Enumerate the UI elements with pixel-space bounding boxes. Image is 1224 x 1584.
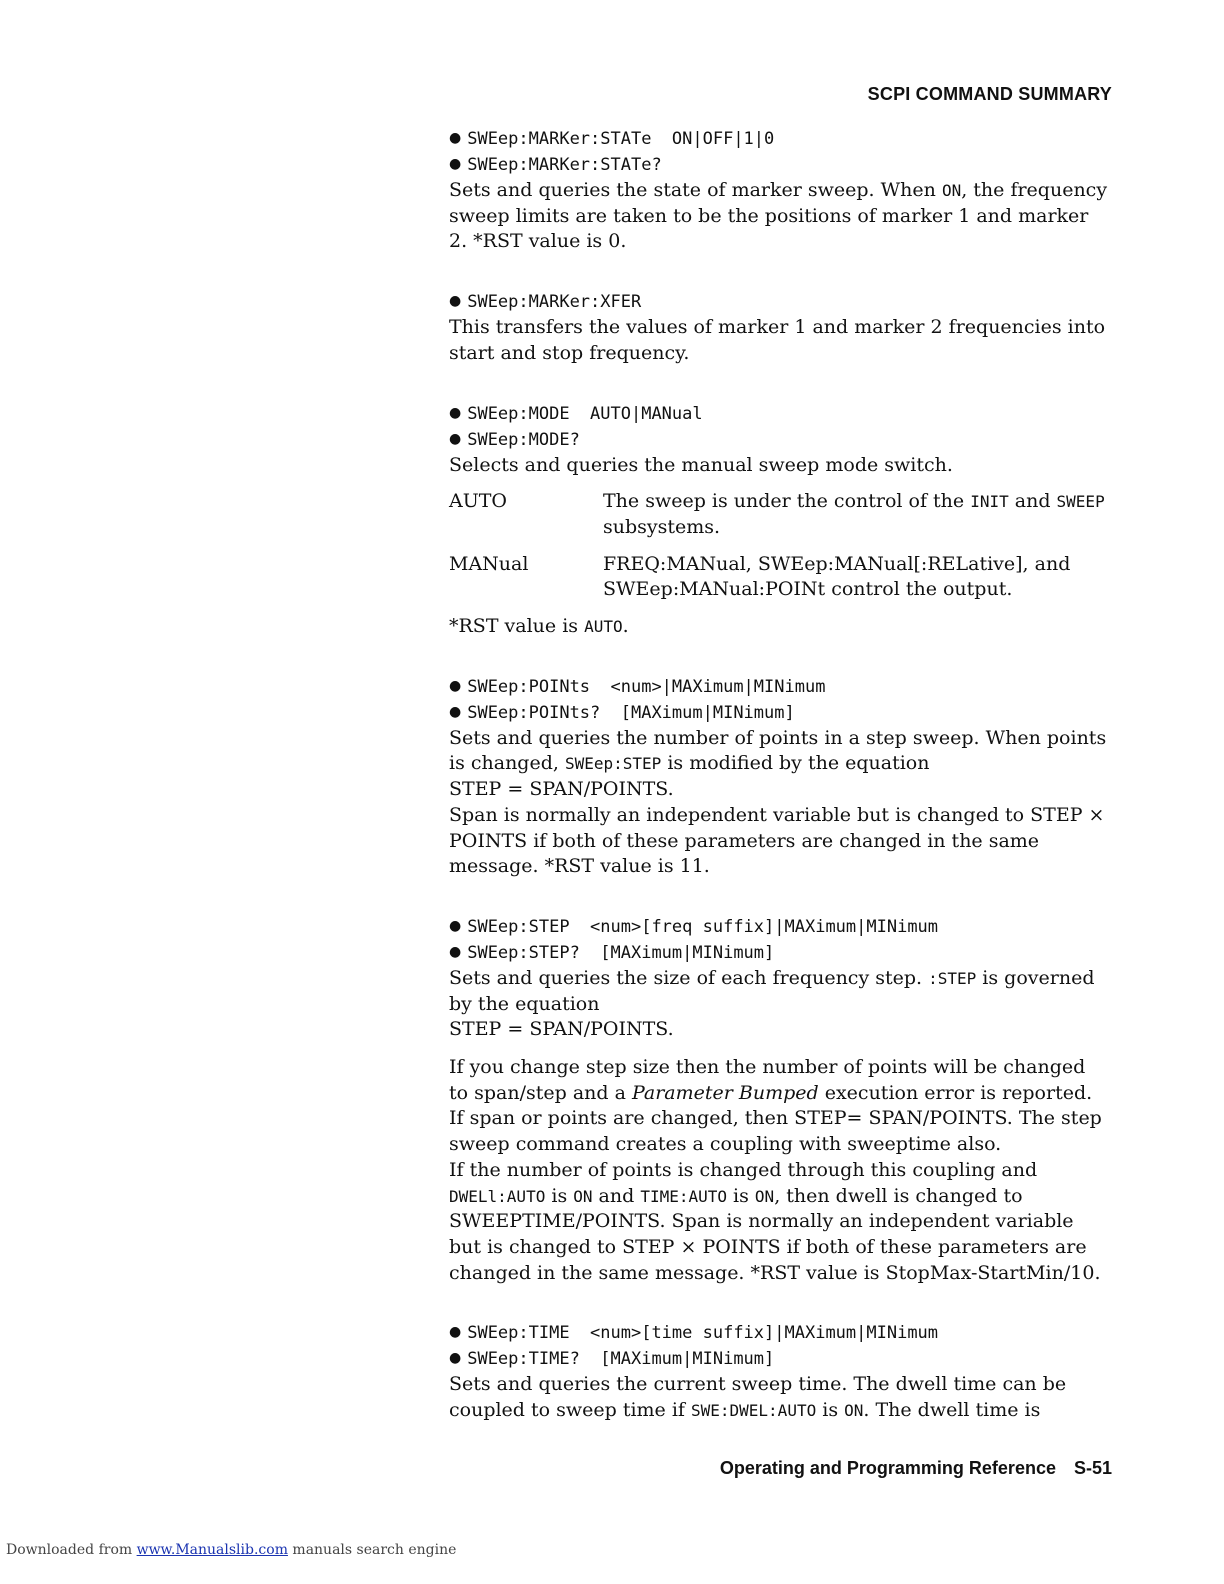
page-number: S-51 bbox=[1073, 1458, 1112, 1478]
command-line: ● SWEep:MARKer:STATe ON|OFF|1|0 bbox=[449, 129, 775, 149]
command-line: ● SWEep:MARKer:XFER bbox=[449, 292, 642, 313]
equation: STEP = SPAN/POINTS. bbox=[449, 1018, 674, 1041]
bullet-icon: ● bbox=[449, 677, 462, 694]
command-line: ● SWEep:TIME <num>[time suffix]|MAXimum|MINimum bbox=[449, 1323, 939, 1344]
description-paragraph: Sets and queries the current sweep time. The dwell time can be coupled to sweep time if SWE:DWEL:AUTO is ON. The dwell time is bbox=[449, 1373, 1067, 1422]
description-paragraph: Sets and queries the state of marker sweep. When ON, the frequency sweep limits are taken to be the positions of marker 1 and marker 2. *RST value is 0. bbox=[449, 179, 1108, 253]
bullet-icon: ● bbox=[449, 943, 462, 960]
page-footer bbox=[720, 1458, 1112, 1479]
description-paragraph: Selects and queries the manual sweep mode switch. bbox=[449, 453, 953, 476]
description-paragraph: If you change step size then the number of points will be changed to span/step and a Parameter Bumped execution error is reported. If span or points are changed, then STEP= SPAN/POINTS. The step sweep command creates a coupling with sweeptime also. bbox=[449, 1056, 1102, 1156]
definition-term: AUTO bbox=[449, 490, 507, 513]
description-paragraph: This transfers the values of marker 1 and marker 2 frequencies into start and stop frequency. bbox=[449, 316, 1106, 364]
manualslib-link[interactable]: www.Manualslib.com bbox=[136, 1542, 288, 1558]
bullet-icon: ● bbox=[449, 130, 462, 146]
download-watermark: Downloaded from www.Manualslib.com manuals search engine bbox=[6, 1542, 457, 1558]
description-paragraph: Sets and queries the size of each frequency step. :STEP is governed by the equation bbox=[449, 966, 1095, 1015]
command-line: ● SWEep:POINts? [MAXimum|MINimum] bbox=[449, 702, 795, 723]
command-line: ● SWEep:STEP? [MAXimum|MINimum] bbox=[449, 942, 775, 963]
bullet-icon: ● bbox=[449, 156, 462, 172]
command-line: ● SWEep:STEP <num>[freq suffix]|MAXimum|MINimum bbox=[449, 916, 939, 937]
definition-row bbox=[449, 552, 1109, 603]
bullet-icon: ● bbox=[449, 404, 462, 421]
description-paragraph: Span is normally an independent variable but is changed to STEP × POINTS if both of these parameters are changed in the same message. *RST value is 11. bbox=[449, 803, 1105, 878]
command-line: ● SWEep:POINts <num>|MAXimum|MINimum bbox=[449, 676, 826, 697]
command-line: ● SWEep:MODE? bbox=[449, 429, 580, 450]
definition-term: MANual bbox=[449, 552, 529, 575]
definition-desc: The sweep is under the control of the INIT and SWEEP subsystems. bbox=[603, 490, 1105, 538]
bullet-icon: ● bbox=[449, 703, 462, 720]
command-line: ● SWEep:MODE AUTO|MANual bbox=[449, 403, 703, 424]
description-paragraph: If the number of points is changed through this coupling and DWELl:AUTO is ON and TIME:AUTO is ON, then dwell is changed to SWEEPTIME/POINTS. Span is normally an independent variable but is changed to STEP × POINTS if both of these parameters are changed in the same message. *RST value is StopMax-StartMin/10. bbox=[449, 1158, 1101, 1284]
definition-row bbox=[449, 489, 1109, 540]
bullet-icon: ● bbox=[449, 1350, 462, 1367]
bullet-icon: ● bbox=[449, 1324, 462, 1341]
command-line: ● SWEep:MARKer:STATe? bbox=[449, 155, 662, 175]
bullet-icon: ● bbox=[449, 917, 462, 934]
description-paragraph: Sets and queries the number of points in a step sweep. When points is changed, SWEep:STEP is modified by the equation bbox=[449, 726, 1107, 775]
command-line: ● SWEep:TIME? [MAXimum|MINimum] bbox=[449, 1349, 775, 1370]
page-header-title: SCPI COMMAND SUMMARY bbox=[867, 84, 1112, 104]
rst-paragraph: *RST value is AUTO. bbox=[449, 615, 629, 638]
definition-desc: FREQ:MANual, SWEep:MANual[:RELative], and SWEep:MANual:POINt control the output. bbox=[603, 552, 1071, 601]
main-content bbox=[449, 126, 1109, 1424]
bullet-icon: ● bbox=[449, 430, 462, 447]
equation: STEP = SPAN/POINTS. bbox=[449, 778, 674, 801]
bullet-icon: ● bbox=[449, 293, 462, 310]
footer-title: Operating and Programming Reference bbox=[719, 1458, 1056, 1478]
